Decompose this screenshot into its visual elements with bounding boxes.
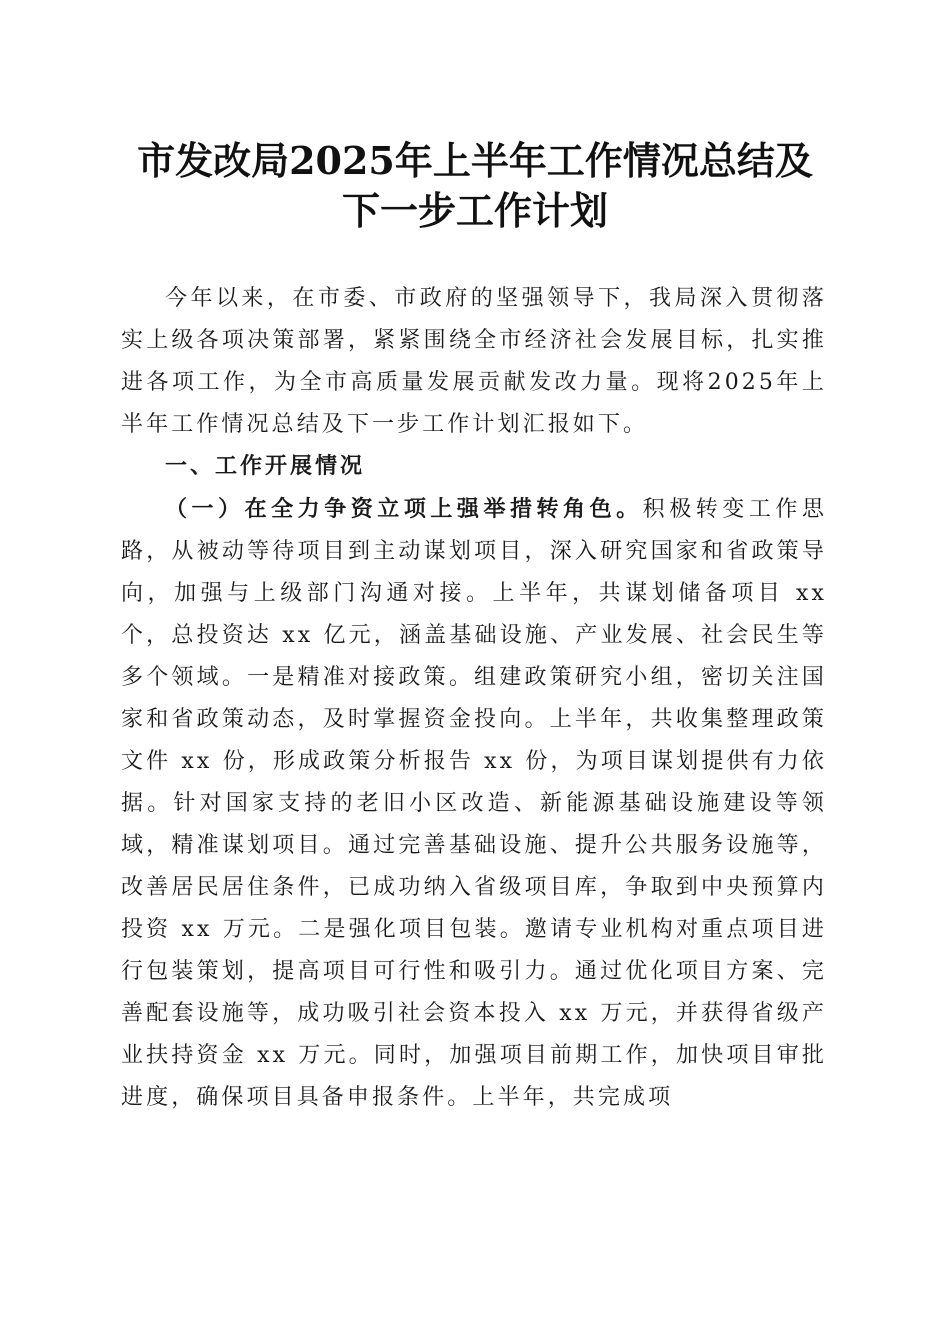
body-paragraph — [121, 488, 827, 1119]
intro-paragraph: 今年以来，在市委、市政府的坚强领导下，我局深入贯彻落实上级各项决策部署，紧紧围绕全市经济社会发展目标，扎实推进各项工作，为全市高质量发展贡献发改力量。现将2025年上半年工作情况总结及下一步工作计划汇报如下。 — [121, 286, 827, 437]
section-heading: 一、工作开展情况 — [165, 454, 366, 479]
item-heading: （一）在全力争资立项上强举措转角色。 — [165, 496, 643, 522]
document-body — [121, 278, 827, 1119]
item-text: 积极转变工作思路，从被动等待项目到主动谋划项目，深入研究国家和省政策导向，加强与上级部门沟通对接。上半年，共谋划储备项目 xx 个，总投资达 xx 亿元，涵盖基础设施、产业发展、社会民生等多个领域。一是精准对接政策。组建政策研究小组，密切关注国家和省政策动态，及时掌握资金投向。上半年，共收集整理政策文件 xx 份，形成政策分析报告 xx 份，为项目谋划提供有力依据。针对国家支持的老旧小区改造、新能源基础设施建设等领域，精准谋划项目。通过完善基础设施、提升公共服务设施等，改善居民居住条件，已成功纳入省级项目库，争取到中央预算内投资 xx 万元。二是强化项目包装。邀请专业机构对重点项目进行包装策划，提高项目可行性和吸引力。通过优化项目方案、完善配套设施等，成功吸引社会资本投入 xx 万元，并获得省级产业扶持资金 xx 万元。同时，加强项目前期工作，加快项目审批进度，确保项目具备申报条件。上半年，共完成项 — [121, 497, 827, 1110]
document-title: 市发改局2025年上半年工作情况总结及下一步工作计划 — [137, 138, 813, 233]
